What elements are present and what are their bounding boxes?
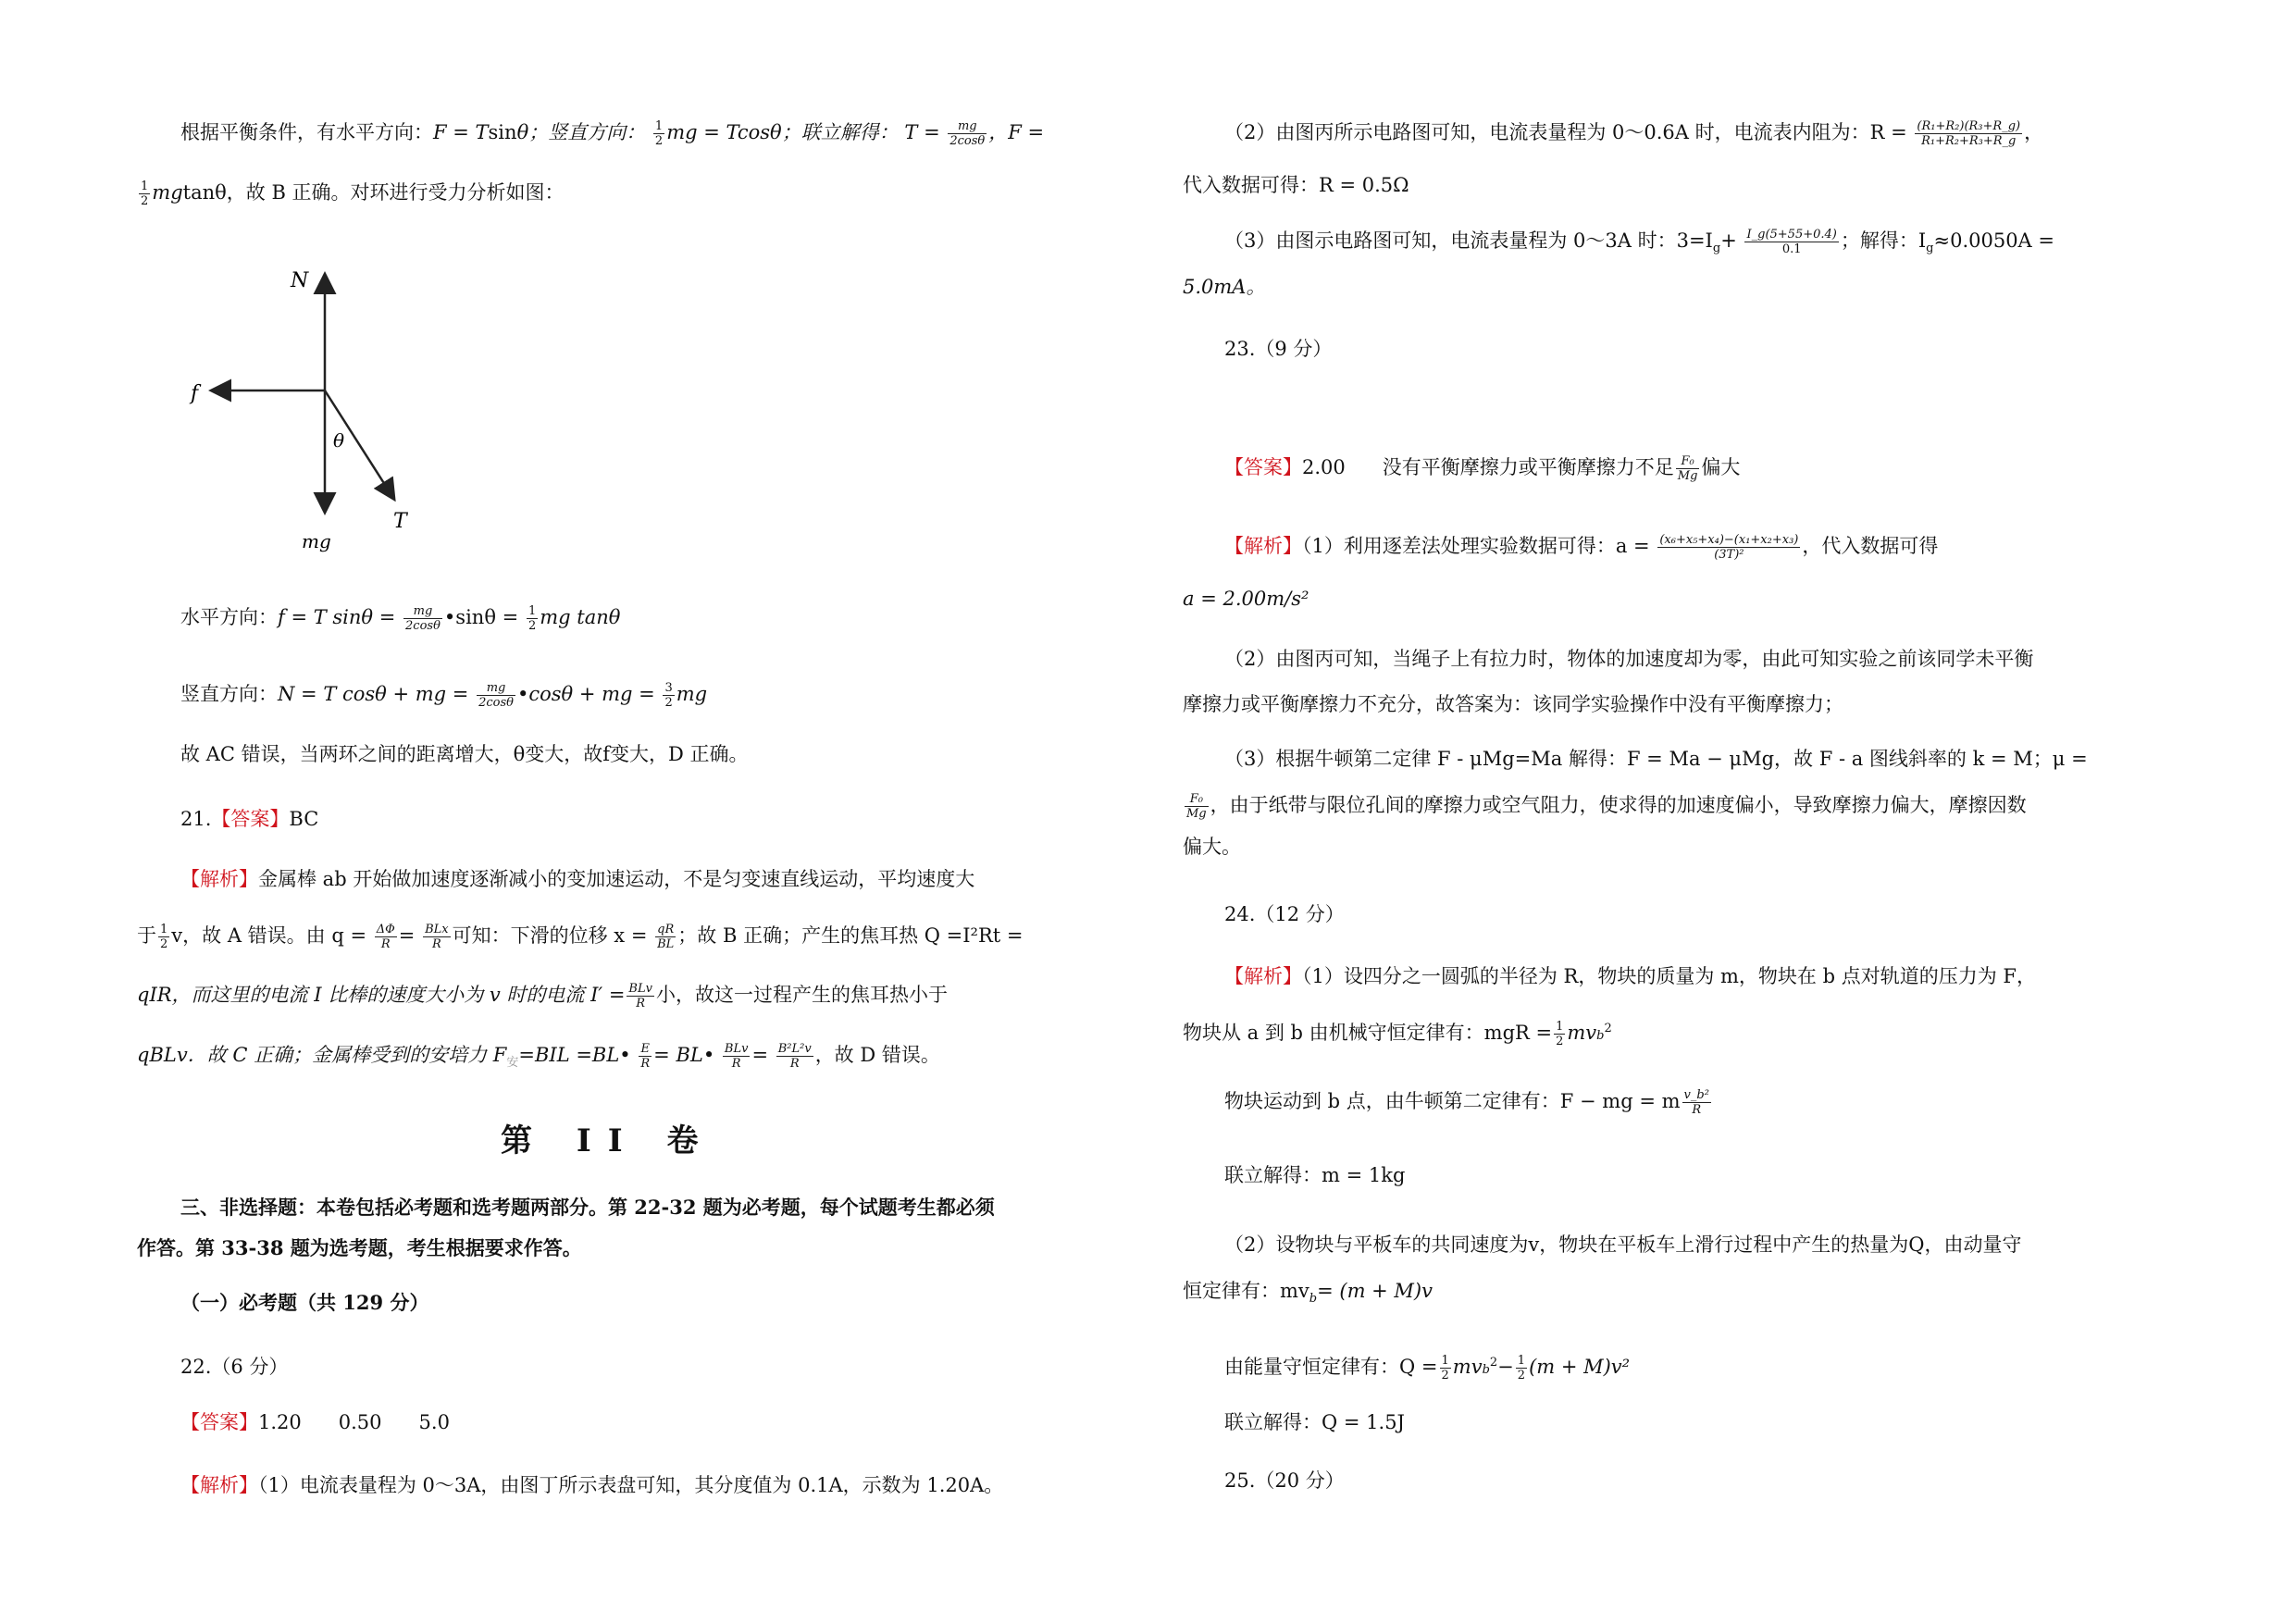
num: mg [477,681,515,696]
text: = [751,1044,769,1066]
text: mv [1452,1356,1483,1378]
frac [1682,1088,1711,1117]
den: R [1692,1103,1702,1117]
den: 2 [1441,1369,1449,1382]
text: 由能量守恒定律有：Q = [1224,1356,1438,1378]
text: ，F = [988,121,1045,143]
q23-analysis-1 [1224,532,1938,562]
num: BLx [425,923,449,936]
num: ΔΦ [376,923,395,936]
num: 1 [527,604,537,618]
conclusion-ac: 故 AC 错误，当两环之间的距离增大，θ变大，故f变大，D 正确。 [180,743,749,765]
text: 竖直方向： [180,683,278,705]
q24-analysis-1 [1224,962,2036,990]
den: 2cosθ [478,696,514,710]
text: 水平方向： [180,606,278,628]
den: BL [657,937,675,951]
den: R [431,937,441,951]
num: BLv [724,1042,749,1056]
text: ，由于纸带与限位孔间的摩擦力或空气阻力，使求得的加速度偏小，导致摩擦力偏大，摩擦因数 [1210,794,2027,816]
num: 1 [141,180,149,193]
text: ，故 D 错误。 [814,1044,940,1066]
text: F = T [433,121,489,143]
section-title: 第 II 卷 [501,1122,715,1159]
text: •sinθ = [443,606,519,628]
frac [1676,454,1700,483]
frac [1516,1354,1527,1382]
den: Mg [1677,469,1698,483]
q22-answer [180,1408,450,1436]
den: 2 [141,194,149,208]
frac-half [653,119,664,148]
frac [1440,1354,1451,1382]
q23-analysis-3b [1183,791,2027,821]
num: mg [403,604,442,619]
q24-analysis-6: 联立解得：Q = 1.5J [1224,1411,1405,1433]
den: R₁+R₂+R₃+R_g [1921,134,2017,148]
q24-analysis-3: 联立解得：m = 1kg [1224,1164,1406,1186]
den: 2 [1556,1035,1564,1048]
q24-analysis-4b: 恒定律有：$mv_b= (m + M)v$ [1183,1280,1433,1307]
num: v_b² [1683,1088,1709,1102]
subscript: 安 [506,1056,519,1071]
den: 2 [654,134,664,148]
num: 1 [654,119,664,133]
frac [477,681,515,710]
answer-2: 没有平衡摩擦力或平衡摩擦力不足 [1382,456,1674,478]
text: mg [676,683,708,705]
q24-analysis-2 [1224,1087,1713,1117]
text: 恒定律有：mv [1183,1280,1309,1302]
num: 1 [160,923,168,936]
frac [655,923,676,951]
q21-answer [180,805,318,833]
q21-analysis-4 [137,1041,940,1077]
num: 3 [664,681,673,695]
label-f: f [191,382,199,405]
analysis-tag: 【解析】 [1224,535,1302,557]
answer-1: 2.00 [1302,456,1346,478]
frac [423,923,451,951]
frac-half [139,180,150,208]
section3-intro-1: 三、非选择题：本卷包括必考题和选考题两部分。第 22-32 题为必考题，每个试题考生都必须 [180,1196,995,1219]
q24-analysis-1b: 物块从 a 到 b 由机械守恒定律有：mgR = $\frac{1}{2}$ mvb$^2$ [1183,1020,1612,1048]
frac [663,681,674,710]
q24-head: 24.（12 分） [1224,903,1345,925]
analysis-tag: 【解析】 [180,868,258,890]
frac-Ig [1744,228,1838,256]
answer-tag: 【答案】 [1224,456,1302,478]
num: qR [655,923,676,937]
balance-line-1 [180,118,1044,148]
num: B²L²v [777,1042,812,1056]
q23-analysis-1b: a = 2.00m/s² [1183,588,1309,610]
q25-head: 25.（20 分） [1224,1469,1345,1492]
text: 物块运动到 b 点，由牛顿第二定律有：F − mg = m [1224,1090,1681,1112]
q24-analysis-5: 由能量守恒定律有：Q = $\frac{1}{2}$ mvb$^2$− $\frac{1}{2}$ (m + M)v² [1224,1354,1631,1382]
frac [1554,1020,1565,1048]
num: E [639,1042,652,1057]
text: cosθ；联立解得： [737,121,899,143]
answer-2: 0.50 [338,1411,382,1433]
text: 21. [180,808,212,830]
text: ；解得：I [1840,229,1927,252]
q22-analysis-2b: 代入数据可得：R = 0.5Ω [1183,174,1409,196]
analysis-tag: 【解析】 [1224,965,1302,987]
text: =BIL =BL• [518,1044,631,1066]
den: 0.1 [1781,242,1802,256]
answer-1: 1.20 [258,1411,302,1433]
text: 于 [137,924,156,947]
frac [627,982,654,1010]
balance-line-2 [137,179,565,208]
text: qBLv．故 C 正确；金属棒受到的安培力 F [137,1044,507,1066]
frac [158,923,169,951]
section3-intro-2: 作答。第 33-38 题为选考题，考生根据要求作答。 [137,1236,582,1259]
q22-analysis-3b: 5.0mA。 [1183,276,1266,298]
text: sin [488,121,517,143]
den: R [789,1057,800,1071]
q21-analysis-3 [137,981,948,1010]
required-subtitle: （一）必考题（共 129 分） [180,1291,429,1314]
text: θ；竖直方向： [516,121,646,143]
text: •cosθ + mg = [516,683,655,705]
force-diagram [165,259,405,564]
num: 1 [1556,1020,1564,1034]
num: BLv [628,982,652,996]
text: 物块从 a 到 b 由机械守恒定律有：mgR = [1183,1022,1553,1044]
den: R [731,1057,741,1071]
frac [1185,792,1209,821]
q24-analysis-4a: （2）设物块与平板车的共同速度为v，物块在平板车上滑行过程中产生的热量为Q，由动量守 [1224,1233,2022,1256]
text: = [398,924,416,947]
num: I_g(5+55+0.4) [1746,228,1837,242]
den: Mg [1186,807,1207,821]
text: ，代入数据可得 [1802,535,1939,557]
q23-head: 23.（9 分） [1224,338,1333,360]
text: + [1720,229,1737,252]
frac-R [1915,119,2022,148]
q23-analysis-2a: （2）由图丙可知，当绳子上有拉力时，物体的加速度却为零，由此可知实验之前该同学未平衡 [1224,648,2034,670]
text: mg tanθ [540,606,621,628]
text: mv [1567,1022,1597,1044]
text: (m + M)v² [1529,1356,1631,1378]
text: mg = T [666,121,738,143]
q23-analysis-3a: （3）根据牛顿第二定律 F - μMg=Ma 解得：F = Ma − μMg，故 F - a 图线斜率的 k = M；μ = [1224,748,2088,770]
text: 偏大 [1701,456,1741,478]
answer-tag: 【答案】 [180,1411,258,1433]
den: 2 [527,619,537,633]
num: F₀ [1676,454,1700,469]
text: qIR，而这里的电流 I 比棒的速度大小为 v 时的电流 I′ = [137,984,626,1006]
text: （3）由图示电路图可知，电流表量程为 0～3A 时：3=I [1224,229,1713,252]
frac [527,604,538,633]
answer-tag: 【答案】 [211,808,290,830]
q21-analysis-1 [180,865,974,893]
num: mg [948,119,987,134]
text: f = T sinθ = [278,606,396,628]
analysis-tag: 【解析】 [180,1474,258,1496]
frac [375,923,397,951]
text: = (m + M)v [1317,1280,1433,1302]
text: ；故 B 正确；产生的焦耳热 Q =I²Rt = [677,924,1024,947]
q23-analysis-3c: 偏大。 [1183,836,1241,858]
frac [776,1042,813,1071]
den: R [640,1057,651,1071]
text: ， [2024,121,2044,143]
label-mg: mg [302,530,331,552]
q22-analysis-1 [180,1471,1003,1499]
frac [723,1042,751,1071]
text: N = T cosθ + mg = [278,683,469,705]
text: BC [289,808,319,830]
text: v，故 A 错误。由 q = [171,924,367,947]
text: ≈0.0050A = [1933,229,2054,252]
q22-analysis-2 [1224,118,2043,148]
den: 2cosθ [405,619,441,633]
text: mg [152,181,183,204]
text: T = [904,121,940,143]
den: R [636,997,646,1010]
frac-a [1657,533,1800,562]
answer-3: 5.0 [418,1411,450,1433]
text: 根据平衡条件，有水平方向： [180,121,433,143]
text: 可知：下滑的位移 x = [452,924,648,947]
label-theta: θ [333,429,345,452]
text: （1）设四分之一圆弧的半径为 R，物块的质量为 m，物块在 b 点对轨道的压力为 F， [1302,965,2036,987]
q22-head: 22.（6 分） [180,1356,289,1378]
frac [639,1042,652,1071]
den: R [380,937,391,951]
text: （1）电流表量程为 0～3A，由图丁所示表盘可知，其分度值为 0.1A，示数为 1.20A。 [258,1474,1004,1496]
frac-mg-2cos [948,119,987,148]
frac [403,604,442,633]
q21-analysis-2 [137,922,1023,951]
den: (3T)² [1714,548,1744,562]
num: 1 [1441,1354,1449,1368]
label-N: N [291,269,309,292]
text: − [1497,1356,1514,1378]
text: （1）利用逐差法处理实验数据可得：a = [1302,535,1650,557]
num: (x₆+x₅+x₄)−(x₁+x₂+x₃) [1659,533,1799,547]
text: tanθ，故 B 正确。对环进行受力分析如图： [182,181,565,204]
q23-answer [1224,453,1740,483]
den: 2 [160,937,168,951]
den: 2 [664,696,673,710]
num: (R₁+R₂)(R₃+R_g) [1917,119,2021,133]
q22-analysis-3: （3）由图示电路图可知，电流表量程为 0～3A 时：$3=I_g+$ $\frac{I\_g(5+55+0.4)}{0.1}$ ；解得：$I_g\approx 0.0050A$ = [1224,228,2054,256]
text: = BL• [653,1044,715,1066]
vertical-eq [180,680,707,710]
num: 1 [1517,1354,1526,1368]
horizontal-eq [180,603,620,633]
text: 小，故这一过程产生的焦耳热小于 [655,984,948,1006]
text: （2）由图丙所示电路图可知，电流表量程为 0～0.6A 时，电流表内阻为：R = [1224,121,1907,143]
den: 2cosθ [949,134,986,148]
q23-analysis-2b: 摩擦力或平衡摩擦力不充分，故答案为：该同学实验操作中没有平衡摩擦力； [1183,693,1843,715]
den: 2 [1517,1369,1526,1382]
text: 金属棒 ab 开始做加速度逐渐减小的变加速运动，不是匀变速直线运动，平均速度大 [258,868,975,890]
num: F₀ [1185,792,1209,807]
label-T: T [393,510,407,533]
